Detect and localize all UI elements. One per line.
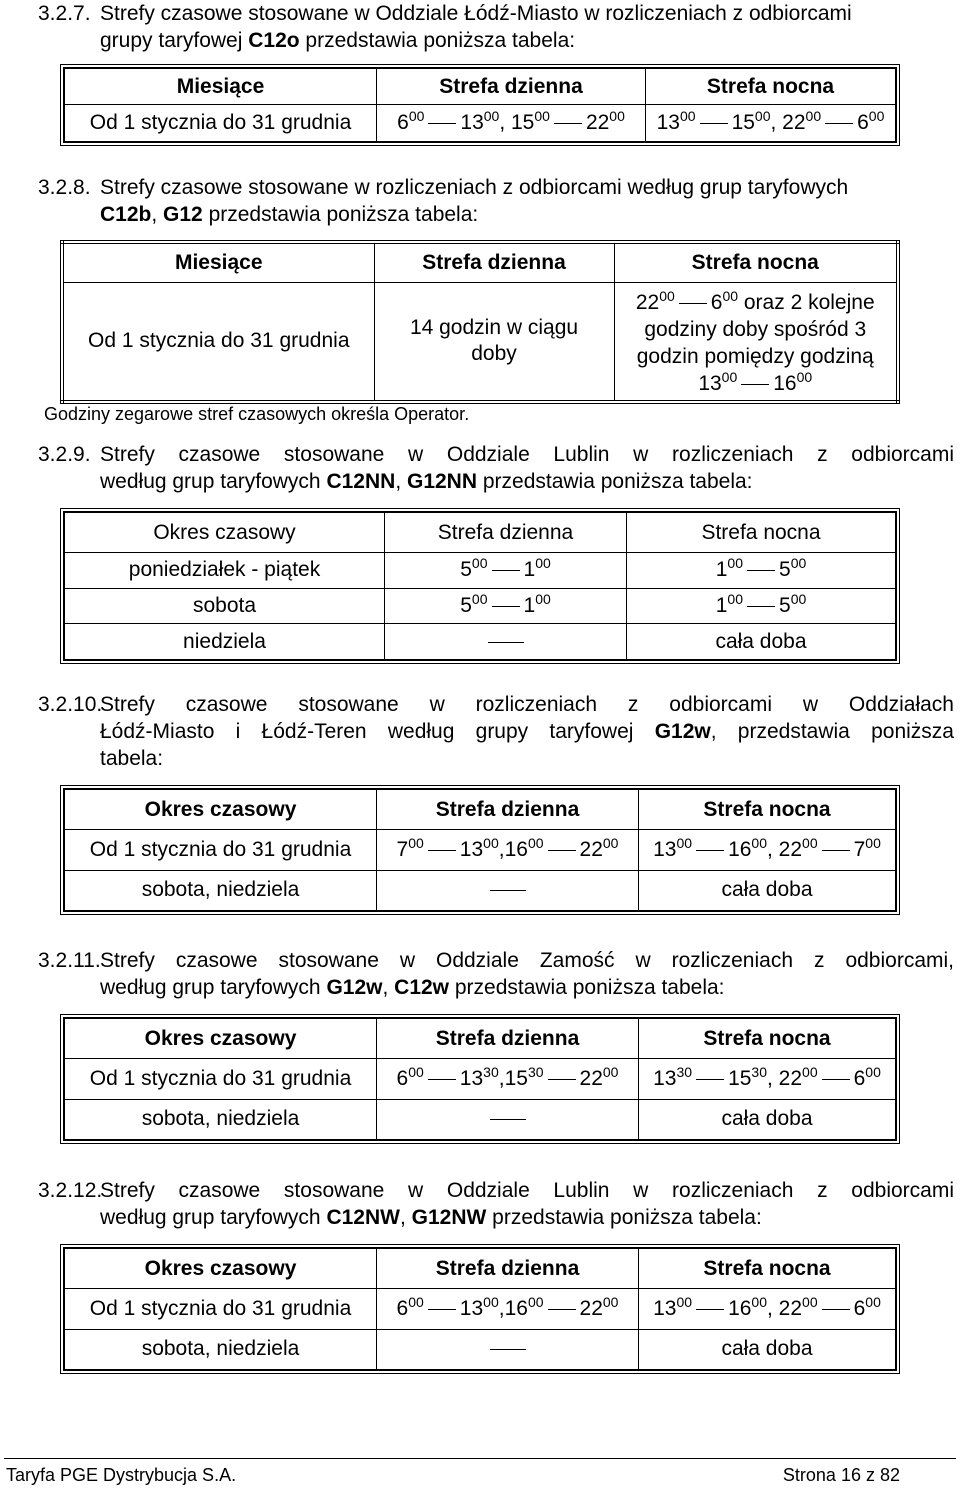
tariff-group: C12NW <box>326 1206 400 1229</box>
tariff-group: G12 <box>163 203 203 226</box>
table-header: Strefa nocna <box>639 1019 896 1059</box>
paragraph-line: , <box>399 1206 412 1229</box>
section-number: 3.2.10. <box>38 693 103 716</box>
table-cell <box>374 282 614 402</box>
table-cell: Od 1 stycznia do 31 grudnia <box>65 1289 377 1330</box>
table-cell: sobota, niedziela <box>65 870 377 911</box>
table-3-2-7 <box>60 64 900 146</box>
table-header: Strefa dzienna <box>377 790 639 830</box>
section-number: 3.2.8. <box>38 176 91 199</box>
footer-page-number: Strona 16 z 82 <box>782 1465 900 1485</box>
paragraph-line: Łódź-Miasto i Łódź-Teren według grupy taryfowej <box>100 720 655 743</box>
table-header: Strefa dzienna <box>377 69 646 105</box>
table-cell: $6^{00}$ $13^{00},16^{00}$ $22^{00}$ <box>377 1289 639 1330</box>
section-number: 3.2.11. <box>38 949 101 972</box>
table-header: Strefa dzienna <box>377 1249 639 1289</box>
table-cell: $22^{00}$ $6^{00}$ oraz 2 kolejne godziny doby spośród 3 godzin pomiędzy godziną $13^{00}$ $16^{00}$ <box>614 282 898 402</box>
table-header: Strefa nocna <box>639 1249 896 1289</box>
footer-document-title: Taryfa PGE Dystrybucja S.A. <box>6 1465 237 1485</box>
paragraph-line: według grup taryfowych <box>100 976 327 999</box>
section-3-2-10-text <box>38 691 954 772</box>
section-number: 3.2.12. <box>38 1179 103 1202</box>
table-3-2-9 <box>60 508 900 664</box>
section-number: 3.2.9. <box>38 443 91 466</box>
paragraph-line: Strefy czasowe stosowane w rozliczeniach z odbiorcami w Oddziałach <box>100 693 954 716</box>
table-cell <box>385 624 627 660</box>
table-cell: sobota, niedziela <box>65 1099 377 1140</box>
paragraph-line: , <box>382 976 395 999</box>
table-cell: cała doba <box>639 870 896 911</box>
tariff-group: C12o <box>248 29 300 52</box>
paragraph-line: przedstawia poniższa tabela: <box>486 1206 762 1229</box>
table-cell: cała doba <box>639 1099 896 1140</box>
table-cell: Od 1 stycznia do 31 grudnia <box>65 830 377 871</box>
table-header: Okres czasowy <box>65 1019 377 1059</box>
table-header: Okres czasowy <box>65 1249 377 1289</box>
table-header: Strefa dzienna <box>377 1019 639 1059</box>
tariff-group: C12NN <box>326 470 396 493</box>
paragraph-line: Strefy czasowe stosowane w Oddziale Lublin w rozliczeniach z odbiorcami <box>100 1179 954 1202</box>
table-cell: sobota, niedziela <box>65 1329 377 1370</box>
table-cell: sobota <box>65 588 385 624</box>
paragraph-line: przedstawia poniższa tabela: <box>449 976 725 999</box>
table-3-2-11 <box>60 1014 900 1144</box>
paragraph-line: według grup taryfowych <box>100 1206 327 1229</box>
paragraph-line: przedstawia poniższa tabela: <box>477 470 753 493</box>
table-3-2-10 <box>60 785 900 915</box>
table-cell: $5^{00}$ $1^{00}$ <box>385 553 627 589</box>
paragraph-line: przedstawia poniższa tabela: <box>299 29 576 52</box>
table-3-2-8 <box>60 240 900 404</box>
paragraph-line: Strefy czasowe stosowane w Oddziale Zamość w rozliczeniach z odbiorcami, <box>100 949 954 972</box>
paragraph-line: przedstawia poniższa tabela: <box>202 203 479 226</box>
operator-note: Godziny zegarowe stref czasowych określa Operator. <box>44 404 470 424</box>
tariff-group: G12w <box>654 720 711 743</box>
table-cell: cała doba <box>639 1329 896 1370</box>
table-cell: Od 1 stycznia do 31 grudnia <box>65 105 377 142</box>
table-header: Strefa nocna <box>639 790 896 830</box>
table-header: Miesiące <box>65 69 377 105</box>
paragraph-line: grupy taryfowej <box>100 29 249 52</box>
table-cell: $6^{00}$ $13^{00}$, $15^{00}$ $22^{00}$ <box>377 105 646 142</box>
paragraph-line: Strefy czasowe stosowane w Oddziale Łódź-Miasto w rozliczeniach z odbiorcami <box>100 2 852 25</box>
tariff-group: G12w <box>326 976 383 999</box>
table-cell: niedziela <box>65 624 385 660</box>
table-cell <box>377 1329 639 1370</box>
section-3-2-9-text <box>38 441 954 495</box>
tariff-group: G12NN <box>406 470 478 493</box>
tariff-group: C12w <box>394 976 450 999</box>
table-header: Miesiące <box>62 242 374 282</box>
section-3-2-11-text <box>38 947 954 1001</box>
table-header: Strefa dzienna <box>385 513 627 553</box>
table-3-2-12 <box>60 1244 900 1374</box>
table-cell: $13^{00}$ $16^{00}$, $22^{00}$ $7^{00}$ <box>639 830 896 871</box>
table-cell: $1^{00}$ $5^{00}$ <box>627 588 896 624</box>
table-cell: $7^{00}$ $13^{00},16^{00}$ $22^{00}$ <box>377 830 639 871</box>
paragraph-line: , <box>151 203 164 226</box>
table-cell: $5^{00}$ $1^{00}$ <box>385 588 627 624</box>
paragraph-line: , <box>395 470 407 493</box>
section-3-2-12-text <box>38 1177 954 1231</box>
table-cell: $13^{00}$ $15^{00}$, $22^{00}$ $6^{00}$ <box>646 105 896 142</box>
table-cell: $1^{00}$ $5^{00}$ <box>627 553 896 589</box>
table-cell: $13^{00}$ $16^{00}$, $22^{00}$ $6^{00}$ <box>639 1289 896 1330</box>
tariff-group: G12NW <box>411 1206 487 1229</box>
table-cell: $6^{00}$ $13^{30},15^{30}$ $22^{00}$ <box>377 1059 639 1100</box>
table-header: Okres czasowy <box>65 790 377 830</box>
cell-value: 14 godzin w ciągu doby <box>409 316 579 366</box>
table-header: Strefa nocna <box>646 69 896 105</box>
paragraph-line: według grup taryfowych <box>100 470 327 493</box>
table-header: Strefa dzienna <box>374 242 614 282</box>
table-cell <box>377 870 639 911</box>
table-header: Strefa nocna <box>627 513 896 553</box>
table-cell <box>377 1099 639 1140</box>
section-3-2-7-text <box>38 0 958 54</box>
section-3-2-8-text <box>38 174 958 228</box>
table-cell: poniedziałek - piątek <box>65 553 385 589</box>
paragraph-line: Strefy czasowe stosowane w Oddziale Lublin w rozliczeniach z odbiorcami <box>100 443 954 466</box>
table-cell: $13^{30}$ $15^{30}$, $22^{00}$ $6^{00}$ <box>639 1059 896 1100</box>
table-cell: cała doba <box>627 624 896 660</box>
table-cell: Od 1 stycznia do 31 grudnia <box>62 282 374 402</box>
table-header: Strefa nocna <box>614 242 898 282</box>
footer-divider <box>4 1458 956 1459</box>
paragraph-line: tabela: <box>100 747 164 770</box>
section-number: 3.2.7. <box>38 2 91 25</box>
table-header: Okres czasowy <box>65 513 385 553</box>
paragraph-line: Strefy czasowe stosowane w rozliczeniach z odbiorcami według grup taryfowych <box>100 176 849 199</box>
paragraph-line: , przedstawia poniższa <box>710 720 954 743</box>
table-cell: Od 1 stycznia do 31 grudnia <box>65 1059 377 1100</box>
tariff-group: C12b <box>100 203 152 226</box>
